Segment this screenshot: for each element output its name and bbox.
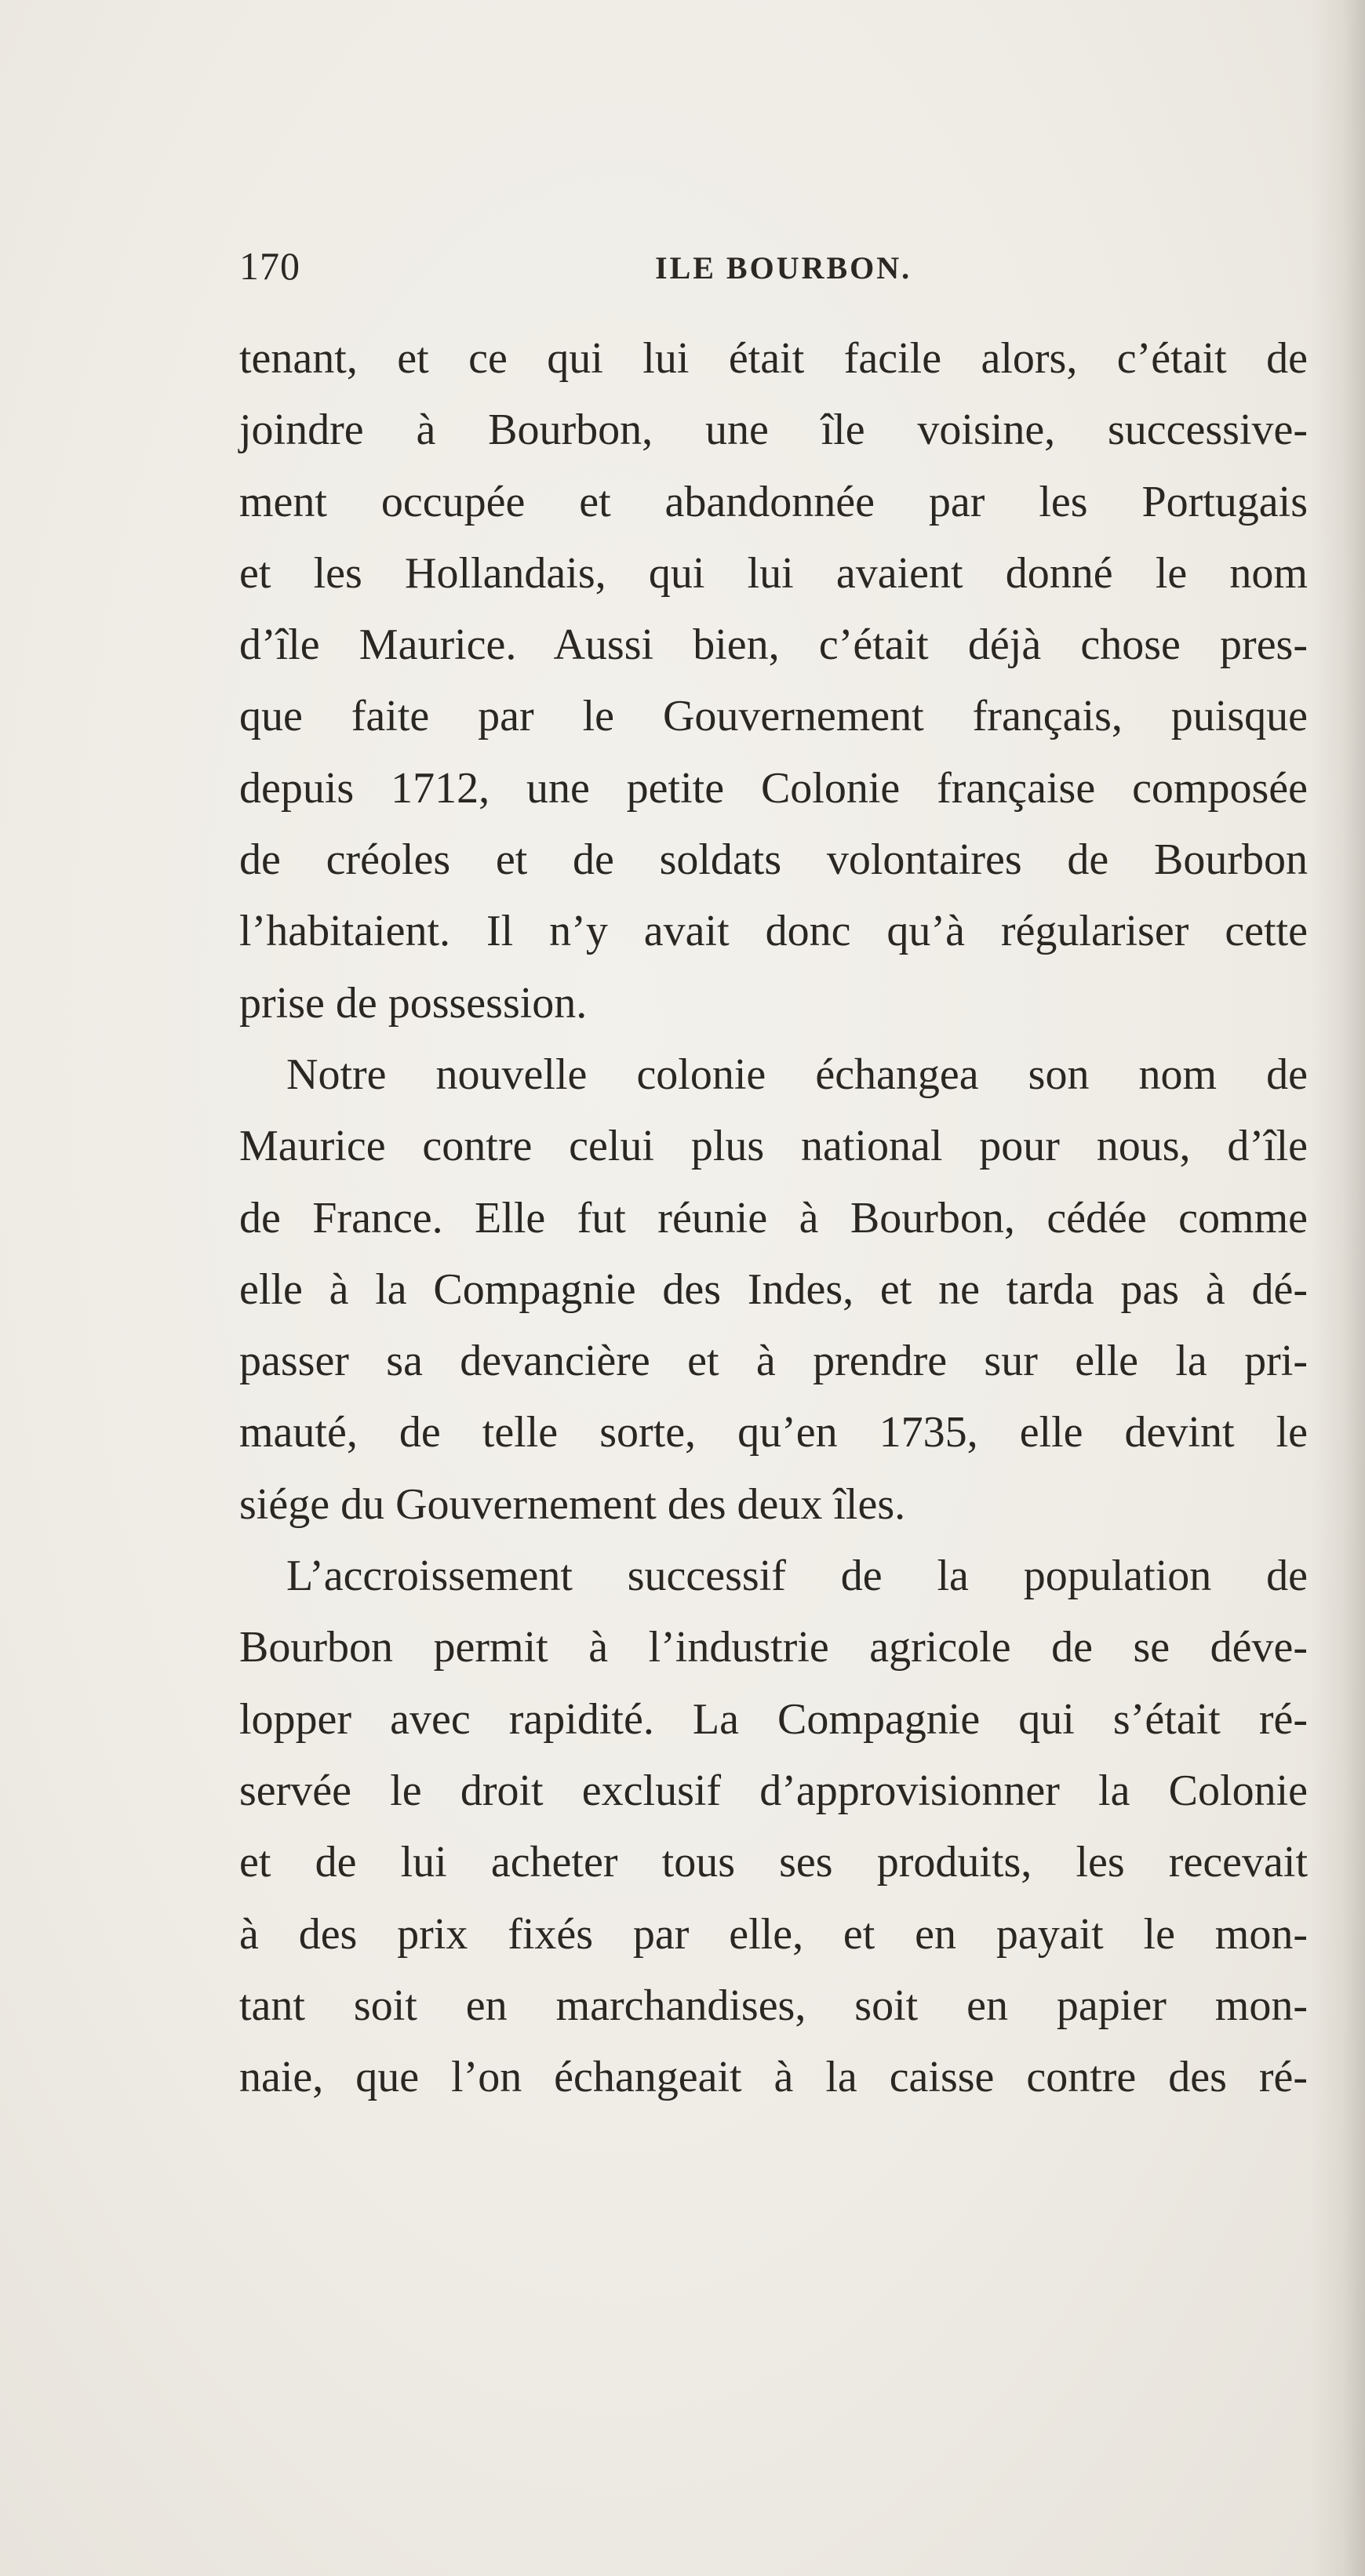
page-header — [239, 235, 1334, 306]
text-line: tant soit en marchandises, soit en papier mon- — [239, 1981, 1308, 2030]
text-line: naie, que l’on échangeait à la caisse contre des ré- — [239, 2053, 1308, 2102]
spine-shadow — [1310, 0, 1365, 2576]
text-line: lopper avec rapidité. La Compagnie qui s’était ré- — [239, 1694, 1308, 1744]
text-line: mauté, de telle sorte, qu’en 1735, elle devint le — [239, 1408, 1308, 1457]
text-line: et les Hollandais, qui lui avaient donné le nom — [239, 548, 1308, 598]
text-line: Maurice contre celui plus national pour nous, d’île — [239, 1122, 1308, 1171]
running-head: ILE BOURBON. — [655, 250, 912, 286]
text-line: prise de possession. — [239, 978, 588, 1028]
text-line: joindre à Bourbon, une île voisine, successive- — [239, 406, 1308, 455]
text-line: de créoles et de soldats volontaires de Bourbon — [239, 835, 1308, 885]
text-line: ment occupée et abandonnée par les Portugais — [239, 477, 1308, 526]
page-number: 170 — [239, 244, 300, 288]
text-line: tenant, et ce qui lui était facile alors, c’était de — [239, 334, 1308, 383]
body-text — [239, 323, 1308, 2113]
text-line: passer sa devancière et à prendre sur elle la pri- — [239, 1337, 1308, 1386]
text-line: Notre nouvelle colonie échangea son nom de — [286, 1050, 1308, 1099]
text-line: et de lui acheter tous ses produits, les recevait — [239, 1838, 1308, 1887]
text-line: d’île Maurice. Aussi bien, c’était déjà chose pres- — [239, 620, 1308, 670]
text-line: à des prix fixés par elle, et en payait le mon- — [239, 1909, 1308, 1959]
text-line: elle à la Compagnie des Indes, et ne tarda pas à dé- — [239, 1264, 1308, 1314]
text-line: L’accroissement successif de la population de — [286, 1552, 1308, 1601]
text-line: siége du Gouvernement des deux îles. — [239, 1479, 906, 1529]
text-line: servée le droit exclusif d’approvisionner la Colonie — [239, 1766, 1308, 1815]
text-line: l’habitaient. Il n’y avait donc qu’à régulariser cette — [239, 907, 1308, 956]
text-line: Bourbon permit à l’industrie agricole de se déve- — [239, 1623, 1308, 1672]
text-line: de France. Elle fut réunie à Bourbon, cédée comme — [239, 1193, 1308, 1243]
text-line: que faite par le Gouvernement français, puisque — [239, 692, 1308, 741]
text-line: depuis 1712, une petite Colonie française composée — [239, 763, 1308, 813]
